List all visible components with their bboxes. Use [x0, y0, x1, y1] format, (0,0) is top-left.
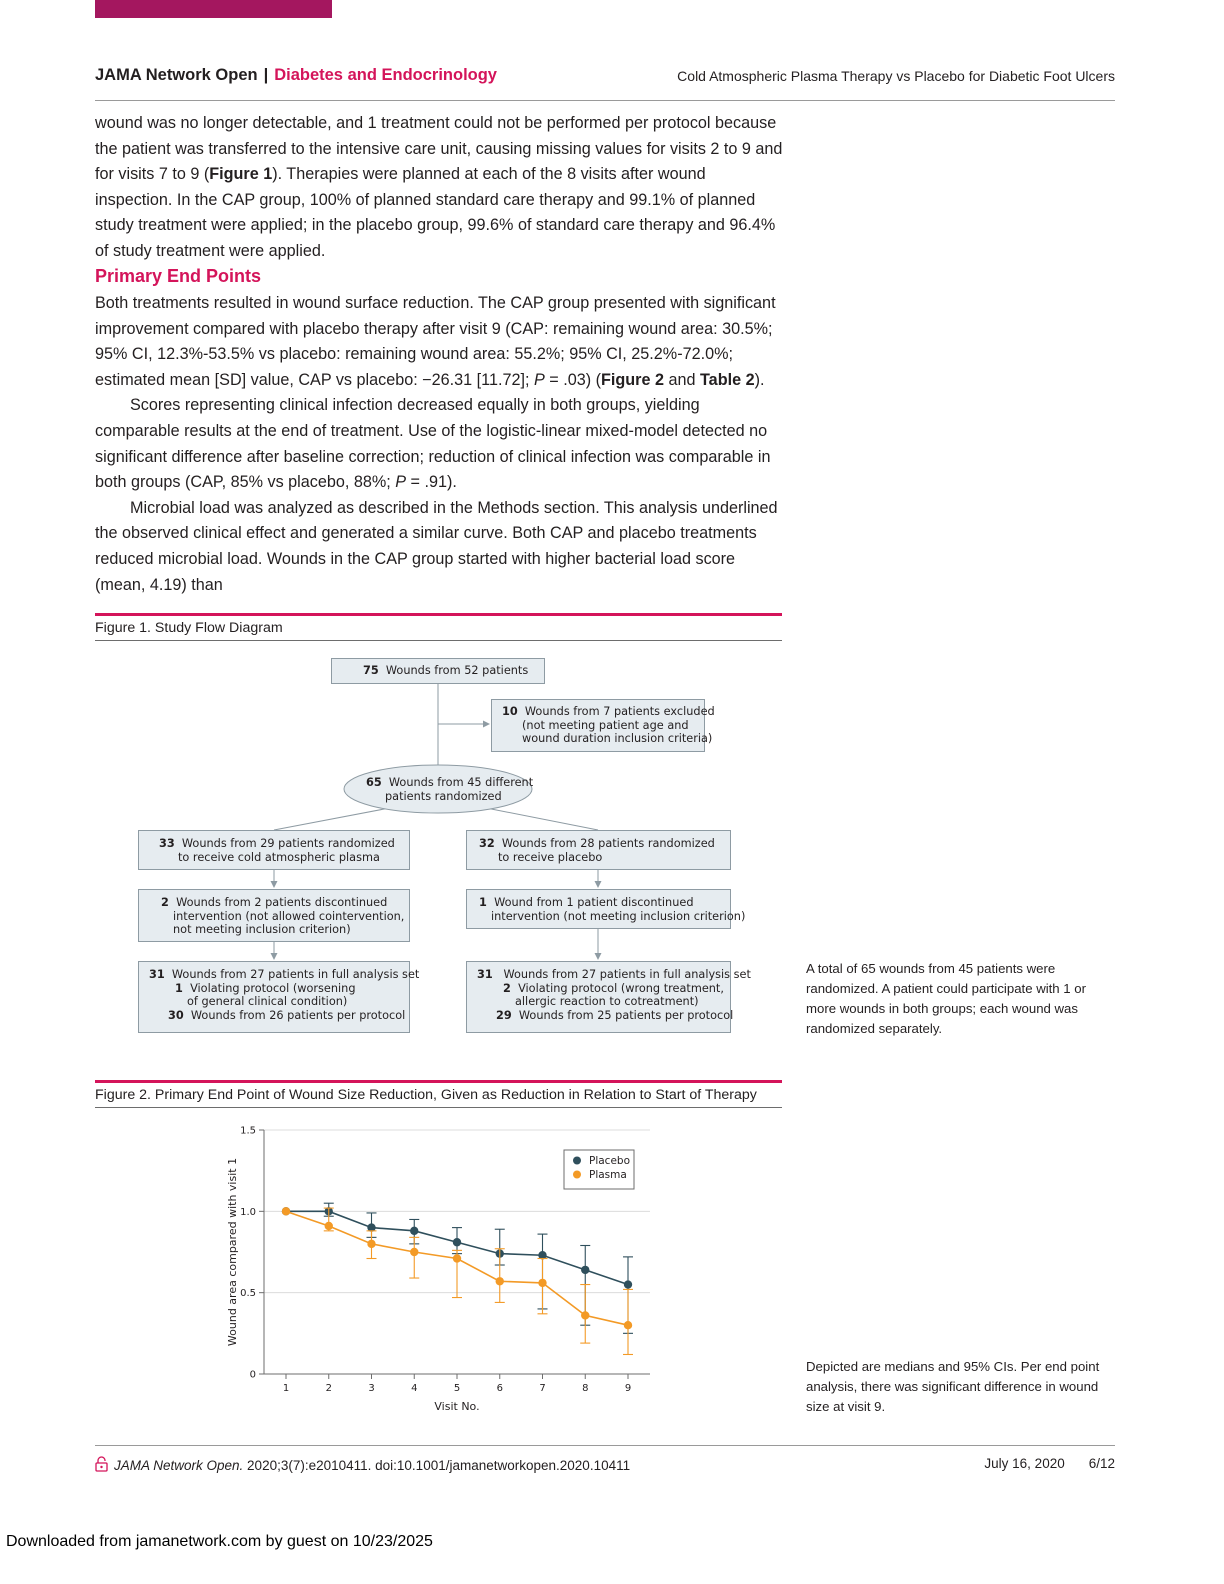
- count: 10: [502, 705, 518, 718]
- footer-journal: JAMA Network Open.: [114, 1458, 244, 1473]
- data-point: [624, 1280, 632, 1288]
- box-text: Wounds from 26 patients per protocol: [190, 1008, 406, 1022]
- open-access-lock-icon: [95, 1456, 108, 1472]
- box-text: Wounds from 45 different: [388, 776, 534, 789]
- placebo-discontinued-box: [466, 889, 746, 929]
- y-tick-label: 0: [249, 1369, 256, 1381]
- text-run: Both treatments resulted in wound surface reduction. The CAP group presented with significant improvement compared with placebo therapy after visit 9 (CAP: remaining wound area: 30.5%; 95% CI, 12.3%-53.5% vs placebo: remaining wound area: 55.2%; 95% CI, 25.2%-72.0%; estimated mean [SD] value, CAP vs placebo: −26.31 [11.72];: [95, 294, 776, 389]
- x-tick-label: 7: [539, 1383, 546, 1394]
- data-point: [581, 1311, 589, 1319]
- x-tick-label: 4: [411, 1383, 418, 1394]
- placebo-allocation-box: [466, 830, 731, 870]
- count: 65: [366, 776, 382, 789]
- text-run: ). Therapies were planned at each of the 8 visits after wound inspection. In the CAP group, 100% of planned standard care therapy and 99.1% of planned study treatment were applied; in the placebo group, 99.6% of standard care therapy and 96.4% of study treatment were applied.: [95, 165, 776, 260]
- cap-analysis-box: [138, 961, 420, 1033]
- data-point: [367, 1240, 375, 1248]
- box-text: allergic reaction to cotreatment): [515, 995, 699, 1009]
- x-tick-label: 1: [282, 1383, 290, 1394]
- x-tick-label: 2: [325, 1383, 332, 1394]
- box-text: Wounds from 52 patients: [385, 664, 529, 677]
- text-run: = .03) (: [544, 370, 602, 389]
- data-point: [453, 1254, 461, 1262]
- cap-allocation-box: [138, 830, 410, 870]
- figure-1-link[interactable]: Figure 1: [209, 165, 273, 184]
- page-number: 6/12: [1088, 1456, 1115, 1471]
- footer-citation: [95, 1456, 630, 1473]
- x-axis-label: Visit No.: [434, 1400, 480, 1413]
- paragraph-4: Microbial load was analyzed as described in the Methods section. This analysis underlined the observed clinical effect and generated a similar curve. Both CAP and placebo treatments reduced microbial load. Wounds in the CAP group started with higher bacterial load score (mean, 4.19) than: [95, 498, 778, 594]
- box-text: to receive cold atmospheric plasma: [178, 850, 380, 864]
- count: 33: [159, 837, 175, 850]
- count: 2: [161, 896, 169, 909]
- y-tick-label: 1.0: [240, 1206, 256, 1218]
- text-run: ).: [754, 370, 765, 389]
- chart-legend: [564, 1150, 634, 1189]
- box-text: Violating protocol (wrong treatment,: [518, 981, 724, 995]
- enrolled-box: [331, 658, 545, 684]
- count: 1: [479, 896, 487, 909]
- data-point: [410, 1248, 418, 1256]
- box-text: Wounds from 29 patients randomized: [181, 837, 395, 850]
- box-text: of general clinical condition): [187, 995, 348, 1009]
- randomized-label: [344, 776, 532, 803]
- data-point: [282, 1207, 290, 1215]
- text-run: Scores representing clinical infection decreased equally in both groups, yielding comparable results at the end of treatment. Use of the logistic-linear mixed-model detected no significant difference after baseline correction; reduction of clinical infection was comparable in both groups (CAP, 85% vs placebo, 88%;: [95, 396, 771, 492]
- legend-label: Placebo: [589, 1155, 631, 1167]
- wound-area-chart: [210, 1118, 660, 1418]
- box-text: patients randomized: [385, 789, 502, 803]
- box-text: Violating protocol (worsening: [190, 981, 356, 995]
- figure-2-link[interactable]: Figure 2: [601, 370, 664, 389]
- box-text: to receive placebo: [498, 850, 603, 864]
- legend-label: Plasma: [589, 1169, 627, 1181]
- y-tick-label: 0.5: [240, 1288, 256, 1300]
- box-text: Wounds from 2 patients discontinued: [176, 896, 388, 909]
- publication-date: July 16, 2020: [984, 1456, 1065, 1471]
- count: 2: [503, 981, 511, 995]
- box-text: Wound from 1 patient discontinued: [494, 896, 694, 909]
- table-2-link[interactable]: Table 2: [700, 370, 755, 389]
- cap-discontinued-box: [138, 889, 410, 942]
- figure-2-rule: [95, 1080, 782, 1083]
- count: 75: [363, 664, 379, 677]
- article-short-title: Cold Atmospheric Plasma Therapy vs Placebo for Diabetic Foot Ulcers: [677, 68, 1115, 84]
- page-footer: [95, 1445, 1115, 1486]
- box-text: Wounds from 27 patients in full analysis set: [503, 968, 751, 981]
- download-note: Downloaded from jamanetwork.com by guest on 10/23/2025: [6, 1533, 433, 1550]
- count: 31: [149, 968, 165, 981]
- text-run: wound was no longer detectable, and 1 treatment could not be performed per protocol because the patient was transferred to the intensive care unit, causing missing values for visits 2 to 9 and for visits 7 to 9 (: [95, 114, 783, 184]
- data-point: [624, 1321, 632, 1329]
- header-separator: |: [263, 66, 269, 84]
- figure-2-caption: Depicted are medians and 95% CIs. Per end point analysis, there was significant difference in wound size at visit 9.: [806, 1359, 1100, 1414]
- box-text: Wounds from 7 patients excluded: [524, 705, 715, 718]
- text-run: = .91).: [406, 473, 457, 492]
- footer-doi: 2020;3(7):e2010411. doi:10.1001/jamanetworkopen.2020.10411: [243, 1458, 631, 1473]
- data-point: [410, 1227, 418, 1235]
- y-axis-label: Wound area compared with visit 1: [226, 1157, 239, 1347]
- x-tick-label: 3: [368, 1383, 375, 1394]
- y-tick-label: 1.5: [240, 1125, 256, 1137]
- figure-2-title: Figure 2. Primary End Point of Wound Size Reduction, Given as Reduction in Relation to Start of Therapy: [95, 1087, 782, 1108]
- section-heading: Primary End Points: [95, 266, 262, 286]
- x-tick-label: 6: [496, 1383, 503, 1394]
- x-tick-label: 8: [582, 1383, 589, 1394]
- count: 29: [496, 1008, 512, 1022]
- data-point: [496, 1277, 504, 1285]
- box-text: not meeting inclusion criterion): [173, 923, 351, 937]
- p-value-symbol: P: [533, 370, 545, 389]
- legend-marker: [573, 1171, 581, 1179]
- box-text: wound duration inclusion criteria): [522, 732, 713, 746]
- data-point: [325, 1222, 333, 1230]
- journal-name: JAMA Network Open: [95, 66, 258, 84]
- box-text: Wounds from 28 patients randomized: [501, 837, 715, 850]
- excluded-box: [491, 699, 715, 752]
- connector-line: [274, 806, 400, 830]
- section-name: Diabetes and Endocrinology: [274, 66, 497, 84]
- count: 32: [479, 837, 495, 850]
- legend-marker: [573, 1157, 581, 1165]
- data-point: [453, 1238, 461, 1246]
- figure-1-title: Figure 1. Study Flow Diagram: [95, 620, 782, 641]
- box-text: (not meeting patient age and: [522, 718, 689, 732]
- connector-line: [476, 806, 598, 830]
- text-run: and: [663, 370, 700, 389]
- box-text: intervention (not meeting inclusion criterion): [491, 909, 746, 923]
- box-text: Wounds from 27 patients in full analysis set: [171, 968, 420, 981]
- placebo-analysis-box: [466, 961, 751, 1033]
- footer-right: [960, 1456, 1115, 1471]
- x-tick-label: 9: [624, 1383, 632, 1394]
- x-tick-label: 5: [453, 1383, 461, 1394]
- box-text: intervention (not allowed cointervention,: [173, 909, 405, 923]
- count: 1: [175, 981, 183, 995]
- data-point: [581, 1266, 589, 1274]
- count: 30: [168, 1008, 184, 1022]
- data-point: [538, 1279, 546, 1287]
- count: 31: [477, 968, 493, 981]
- figure-1-caption: A total of 65 wounds from 45 patients were randomized. A patient could participate with 1 or more wounds in both groups; each wound was randomized separately.: [806, 961, 1087, 1036]
- p-value-symbol: P: [395, 473, 407, 492]
- box-text: Wounds from 25 patients per protocol: [518, 1008, 734, 1022]
